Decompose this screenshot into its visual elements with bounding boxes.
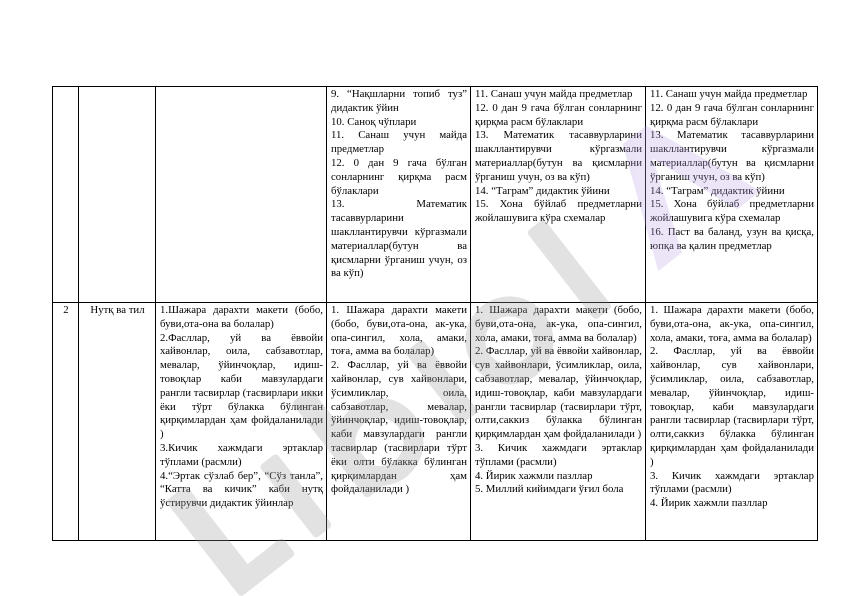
resources-table <box>52 86 818 541</box>
cell-item: 3. Кичик хажмдаги эртаклар тўплами (расмли) <box>475 441 642 468</box>
resource-list <box>650 304 814 540</box>
cell-item: 12. 0 дан 9 гача бўлган сонларнинг қирқма расм бўлаклари <box>475 101 642 128</box>
cell-item: 15. Хона бўйлаб предметларни жойлашувига кўра схемалар <box>650 198 814 225</box>
resource-cell <box>327 303 471 541</box>
table-row <box>53 87 818 303</box>
cell-item: 14. “Таграм” дидактик ўйини <box>475 184 610 197</box>
cell-item: 14. “Таграм” дидактик ўйини <box>650 184 785 197</box>
resource-cell <box>646 87 818 303</box>
cell-item: 13. Математик тасаввурларини шакллантирувчи кўргазмали материаллар(бутун ва қисмларни ўрганиш учун, оз ва кўп) <box>331 198 467 280</box>
cell-item: 2. Фасллар, уй ва ёввойи хайвонлар, сув хайвонлари, ўсимликлар, оила, сабзавотлар, мевалар, ўйинчоқлар, идиш-товоқлар, каби мавзулардаги рангли тасвирлар (тасвирлари тўрт ёки олти бўлакка бўлинган қирқимлардан ҳам фойдаланилади ) <box>331 359 467 496</box>
resource-list <box>160 304 323 540</box>
resource-cell <box>471 303 646 541</box>
resource-list <box>160 88 323 302</box>
area-cell <box>79 87 156 303</box>
cell-item: 1. Шажара дарахти макети (бобо, буви,ота-она, ак-ука, опа-сингил, хола, амаки, тоға, амма ва болалар) <box>331 304 467 358</box>
row-number-cell <box>53 87 79 303</box>
cell-item: 11. Санаш учун майда предметлар <box>650 88 808 100</box>
resource-list <box>331 304 467 540</box>
cell-item: 4.“Эртак сўзлаб бер”, “Сўз танла”, “Катта ва кичик” каби нутқ ўстирувчи дидактик ўйинлар <box>160 469 323 510</box>
cell-item: 2. Фасллар, уй ва ёввойи хайвонлар, сув хайвонлари, ўсимликлар, оила, сабзавотлар, мевалар, ўйинчоқлар, идиш-товоқлар, каби мавзулардаги рангли тасвирлар (тасвирлари тўрт, олти,саккиз бўлакка бўлинган қирқимлардан ҳам фойдаланилади ) <box>475 345 642 441</box>
cell-item: 5. Миллий кийимдаги ўғил бола <box>475 483 624 496</box>
cell-item: 11. Санаш учун майда предметлар <box>475 88 633 100</box>
area-name: Нутқ ва тил <box>90 304 145 316</box>
cell-item: 1. Шажара дарахти макети (бобо, буви,ота-она, ак-ука, опа-сингил, хола, амаки, тоға, амма ва болалар) <box>650 304 814 344</box>
resource-list <box>475 88 642 302</box>
cell-item: 1. Шажара дарахти макети (бобо, буви,ота-она, ак-ука, опа-сингил, хола, амаки, тоға, амма ва болалар) <box>475 304 642 344</box>
cell-item: 10. Саноқ чўплари <box>331 115 417 128</box>
cell-item: 1.Шажара дарахти макети (бобо, буви,ота-она ва болалар) <box>160 304 323 330</box>
resource-list <box>475 304 642 540</box>
cell-item: 3.Кичик хажмдаги эртаклар тўплами (расмли) <box>160 441 323 468</box>
cell-item: 2.Фасллар, уй ва ёввойи хайвонлар, оила, сабзавотлар, мевалар, ўйинчоқлар, идиш-товоқлар каби мавзулардаги рангли тасвирлар (тасвирлари икки ёки тўрт бўлакка бўлинган қирқимлардан ҳам фойдаланилади ) <box>160 331 323 441</box>
cell-item: 4. Йирик хажмли пазллар <box>650 497 768 510</box>
resource-cell <box>327 87 471 303</box>
row-number: 2 <box>63 304 69 316</box>
cell-item: 12. 0 дан 9 гача бўлган сонларнинг қирқма расм бўлаклари <box>331 156 467 197</box>
cell-item: 9. “Нақшларни топиб туз” дидактик ўйин <box>331 88 467 114</box>
cell-item: 2. Фасллар, уй ва ёввойи хайвонлар, сув хайвонлари, ўсимликлар, оила, сабзавотлар, мевалар, ўйинчоқлар, идиш-товоқлар, каби мавзулардаги рангли тасвирлар (тасвирлари тўрт, олти,саккиз бўлакка бўлинган қирқимлардан ҳам фойдаланилади ) <box>650 345 814 468</box>
area-cell <box>79 303 156 541</box>
table-row <box>53 303 818 541</box>
cell-item: 4. Йирик хажмли пазллар <box>475 469 593 482</box>
cell-item: 11. Санаш учун майда предметлар <box>331 129 467 156</box>
row-number <box>57 88 75 302</box>
row-number-cell <box>53 303 79 541</box>
resource-cell <box>156 87 327 303</box>
watermark-shape <box>227 537 296 596</box>
cell-item: 15. Хона бўйлаб предметларни жойлашувига кўра схемалар <box>475 198 642 225</box>
cell-item: 3. Кичик хажмдаги эртаклар тўплами (расмли) <box>650 469 814 496</box>
resource-list <box>650 88 814 302</box>
resource-cell <box>156 303 327 541</box>
resource-cell <box>471 87 646 303</box>
resource-cell <box>646 303 818 541</box>
cell-item: 12. 0 дан 9 гача бўлган сонларнинг қирқма расм бўлаклари <box>650 101 814 128</box>
cell-item: 13. Математик тасаввурларини шакллантирувчи кўргазмали материаллар(бутун ва қисмларни ўрганиш учун, оз ва кўп) <box>475 129 642 183</box>
cell-item: 16. Паст ва баланд, узун ва қисқа, юпқа ва қалин предметлар <box>650 225 814 252</box>
resource-list <box>331 88 467 302</box>
area-name <box>83 88 152 302</box>
cell-item: 13. Математик тасаввурларини шакллантирувчи кўргазмали материаллар(бутун ва қисмларни ўрганиш учун, оз ва кўп) <box>650 129 814 183</box>
